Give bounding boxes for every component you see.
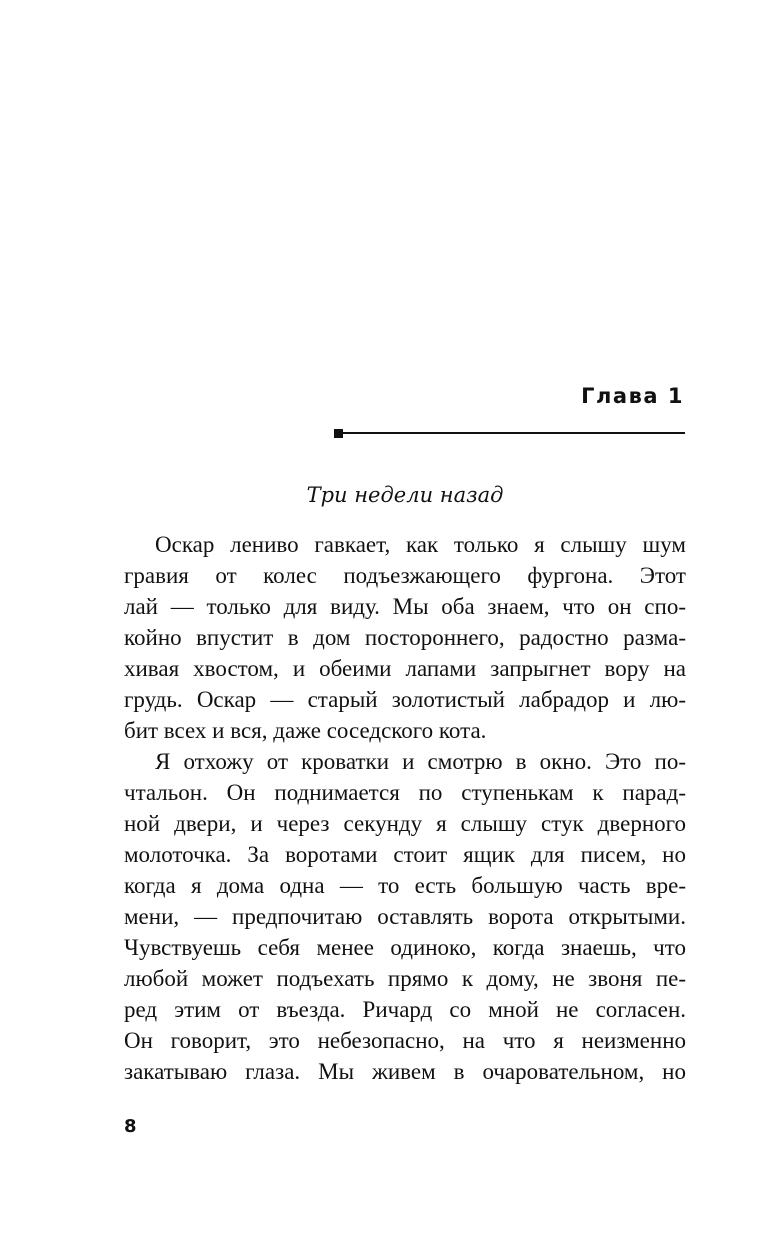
text-line: Я отхожу от кроватки и смотрю в окно. Это по- [155,749,686,774]
text-line: Чувствуешь себя менее одиноко, когда знаешь, что [124,935,686,960]
body-text [124,529,686,1087]
chapter-divider [334,429,685,434]
chapter-heading: Глава 1 [581,384,684,408]
chapter-subtitle: Три недели назад [306,483,504,507]
text-line: бит всех и вся, даже соседского кота. [124,718,487,743]
text-line: чтальон. Он поднимается по ступенькам к парад- [124,780,686,805]
divider-line [343,432,685,434]
text-line: хивая хвостом, и обеими лапами запрыгнет вору на [124,656,686,681]
divider-square-ornament [334,429,343,438]
text-line: грудь. Оскар — старый золотистый лабрадор и лю- [124,687,686,712]
text-line: любой может подъехать прямо к дому, не звоня пе- [124,966,686,991]
text-line: ред этим от въезда. Ричард со мной не согласен. [124,997,686,1022]
text-line: мени, — предпочитаю оставлять ворота открытыми. [124,904,686,929]
text-line: гравия от колес подъезжающего фургона. Этот [124,563,686,588]
page-number: 8 [124,1116,137,1137]
text-line: койно впустит в дом постороннего, радостно размa- [124,625,686,650]
text-line: лай — только для виду. Мы оба знаем, что он спо- [124,594,686,619]
text-line: молоточка. За воротами стоит ящик для писем, но [124,842,686,867]
text-line: Он говорит, это небезопасно, на что я неизменно [124,1028,686,1053]
text-line: когда я дома одна — то есть большую часть вре- [124,873,686,898]
text-line: закатываю глаза. Мы живем в очаровательном, но [124,1059,686,1084]
text-line: Оскар лениво гавкает, как только я слышу шум [155,532,686,557]
text-line: ной двери, и через секунду я слышу стук дверного [124,811,686,836]
